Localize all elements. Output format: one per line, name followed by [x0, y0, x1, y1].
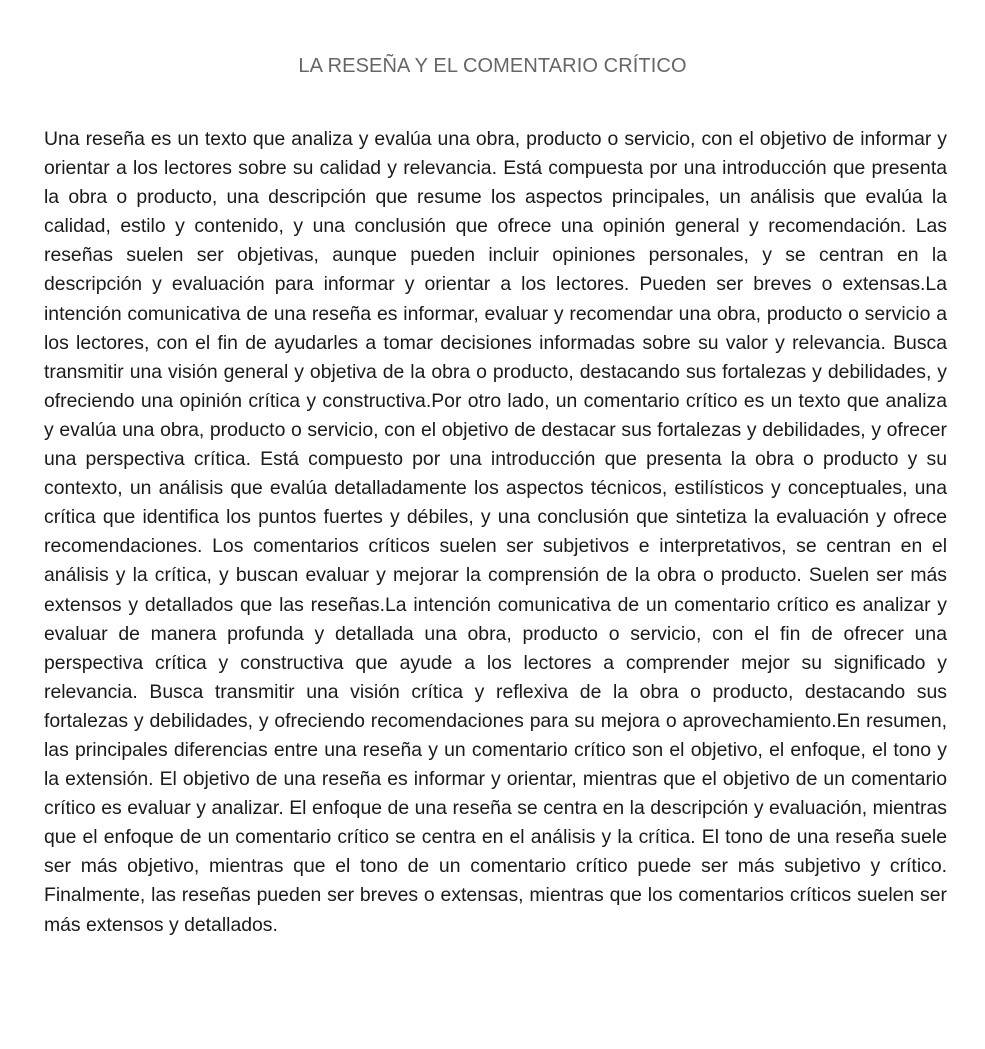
document-body: Una reseña es un texto que analiza y evalúa una obra, producto o servicio, con el objetivo de informar y orientar a los lectores sobre su calidad y relevancia. Está compuesta por una introducción que presenta la obra o producto, una descripción que resume los aspectos principales, un análisis que evalúa la calidad, estilo y contenido, y una conclusión que ofrece una opinión general y recomendación. Las reseñas suelen ser objetivas, aunque pueden incluir opiniones personales, y se centran en la descripción y evaluación para informar y orientar a los lectores. Pueden ser breves o extensas.La intención comunicativa de una reseña es informar, evaluar y recomendar una obra, producto o servicio a los lectores, con el fin de ayudarles a tomar decisiones informadas sobre su valor y relevancia. Busca transmitir una visión general y objetiva de la obra o producto, destacando sus fortalezas y debilidades, y ofreciendo una opinión crítica y constructiva.Por otro lado, un comentario crítico es un texto que analiza y evalúa una obra, producto o servicio, con el objetivo de destacar sus fortalezas y debilidades, y ofrecer una perspectiva crítica. Está compuesto por una introducción que presenta la obra o producto y su contexto, un análisis que evalúa detalladamente los aspectos técnicos, estilísticos y conceptuales, una crítica que identifica los puntos fuertes y débiles, y una conclusión que sintetiza la evaluación y ofrece recomendaciones. Los comentarios críticos suelen ser subjetivos e interpretativos, se centran en el análisis y la crítica, y buscan evaluar y mejorar la comprensión de la obra o producto. Suelen ser más extensos y detallados que las reseñas.La intención comunicativa de un comentario crítico es analizar y evaluar de manera profunda y detallada una obra, producto o servicio, con el fin de ofrecer una perspectiva crítica y constructiva que ayude a los lectores a comprender mejor su significado y relevancia. Busca transmitir una visión crítica y reflexiva de la obra o producto, destacando sus fortalezas y debilidades, y ofreciendo recomendaciones para su mejora o aprovechamiento.En resumen, las principales diferencias entre una reseña y un comentario crítico son el objetivo, el enfoque, el tono y la extensión. El objetivo de una reseña es informar y orientar, mientras que el objetivo de un comentario crítico es evaluar y analizar. El enfoque de una reseña se centra en la descripción y evaluación, mientras que el enfoque de un comentario crítico se centra en el análisis y la crítica. El tono de una reseña suele ser más objetivo, mientras que el tono de un comentario crítico puede ser más subjetivo y crítico. Finalmente, las reseñas pueden ser breves o extensas, mientras que los comentarios críticos suelen ser más extensos y detallados.	[44, 128, 947, 936]
document-title: LA RESEÑA Y EL COMENTARIO CRÍTICO	[298, 55, 687, 77]
